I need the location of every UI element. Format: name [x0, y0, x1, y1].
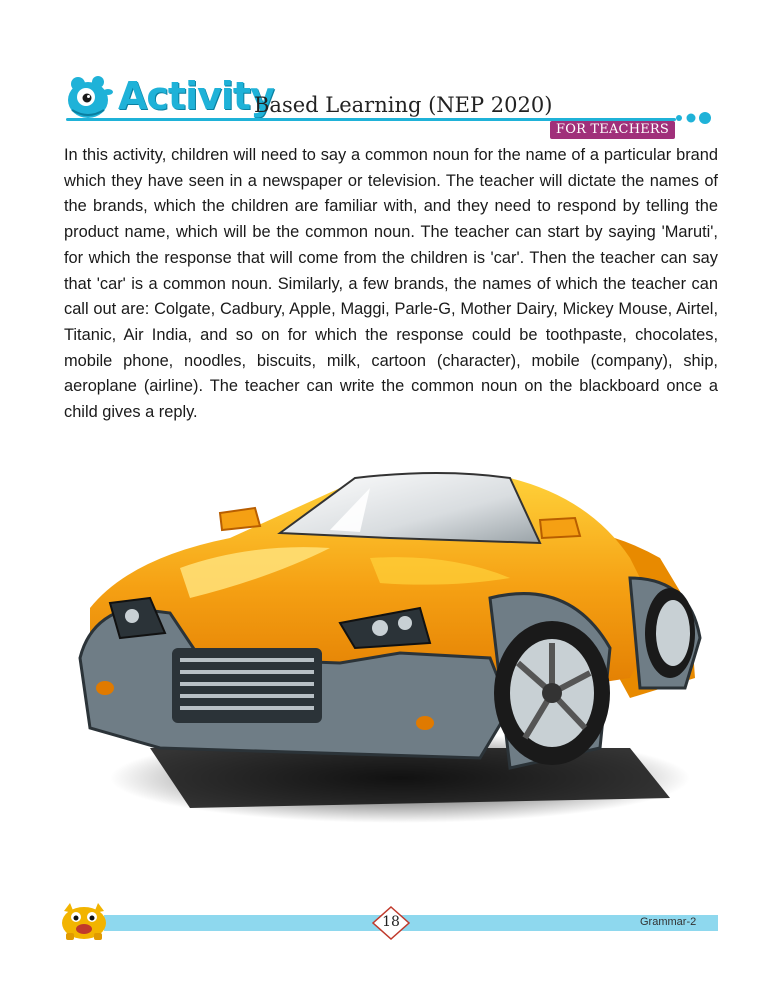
for-teachers-badge: FOR TEACHERS — [550, 121, 675, 139]
activity-subtitle: Based Learning (NEP 2020) — [254, 93, 553, 117]
activity-header — [62, 70, 722, 145]
yellow-monster-mascot-icon — [56, 897, 112, 941]
page-number-badge — [372, 906, 410, 940]
activity-instructions: In this activity, children will need to say a common noun for the name of a particular brand which they have seen in a newspaper or television. The teacher will dictate the names of the brands, which the children are familiar with, and they need to respond by telling the product name, which will be the common noun. The teacher can start by saying 'Maruti', for which the response that will come from the children is 'car'. Then the teacher can say that 'car' is a common noun. Similarly, a few brands, the names of which the teacher can call out are: Colgate, Cadbury, Apple, Maggi, Parle-G, Mother Dairy, Mickey Mouse, Airtel, Titanic, Air India, and so on for which the response could be toothpaste, chocolates, mobile phone, noodles, biscuits, milk, cartoon (character), mobile (company), ship, aeroplane (airline). The teacher can write the common noun on the blackboard once a child gives a reply. — [64, 146, 718, 422]
activity-title: Activity — [118, 74, 274, 118]
footer-bar — [104, 915, 718, 931]
decorative-dots-icon — [674, 110, 724, 126]
page-number: 18 — [382, 914, 400, 930]
orange-sports-car-icon — [70, 448, 710, 868]
blue-monster-mascot-icon — [62, 70, 117, 125]
book-name: Grammar-2 — [640, 916, 697, 928]
